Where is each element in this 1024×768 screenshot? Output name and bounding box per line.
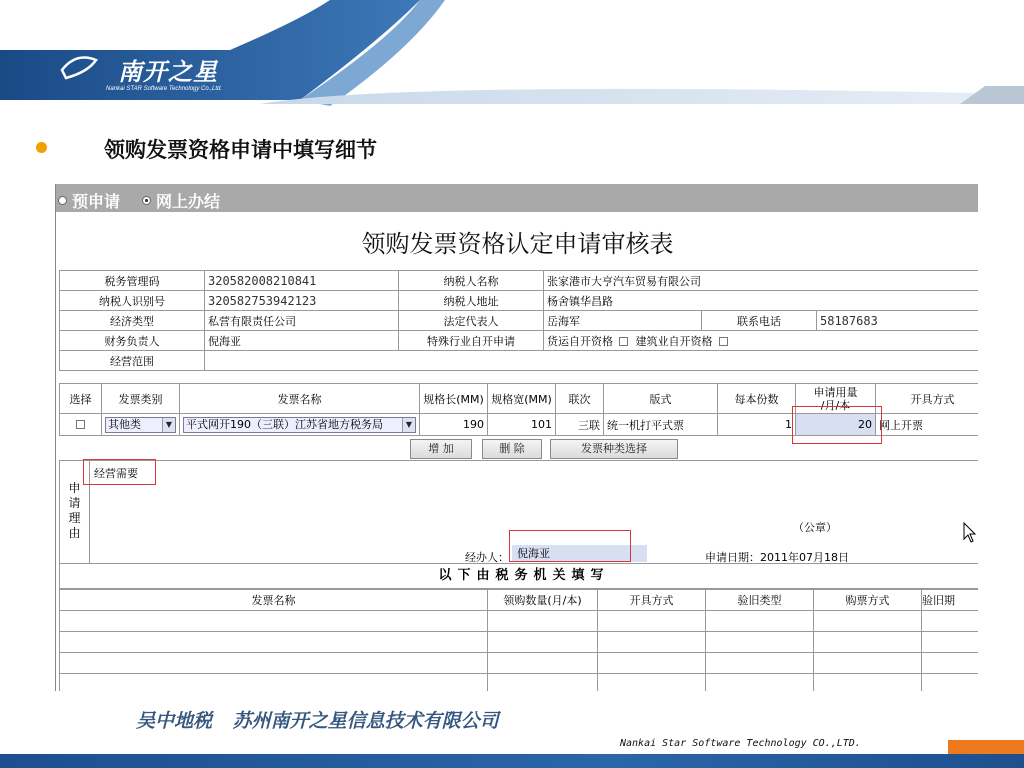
radio-icon	[58, 196, 67, 205]
taxpayer-addr-field[interactable]: 杨舍镇华昌路	[544, 291, 979, 311]
taxpayer-name-field[interactable]: 张家港市大亨汽车贸易有限公司	[544, 271, 979, 291]
construction-checkbox[interactable]	[719, 337, 728, 346]
footer-bar	[0, 754, 1024, 768]
apply-date: 申请日期：2011年07月18日	[705, 551, 849, 564]
finance-head-field[interactable]: 倪海亚	[205, 331, 399, 351]
copies-cell: 三联	[556, 414, 604, 436]
mode-bar	[56, 184, 978, 212]
finance-head-label: 财务负责人	[60, 331, 205, 351]
usage-highlight-box	[792, 406, 882, 444]
radio-pre-apply[interactable]: 预申请	[58, 189, 120, 212]
table-row	[60, 653, 979, 674]
choose-invoice-type-button[interactable]: 发票种类选择	[550, 439, 678, 459]
econ-type-label: 经济类型	[60, 311, 205, 331]
taxpayer-name-label: 纳税人名称	[399, 271, 544, 291]
col-header: 每本份数	[718, 384, 796, 414]
tax-table-header	[60, 590, 979, 611]
col-header: 开具方式	[876, 384, 979, 414]
length-field[interactable]: 190	[420, 414, 488, 436]
radio-online-process[interactable]: 网上办结	[142, 189, 220, 212]
freight-label: 货运自开资格	[547, 334, 613, 348]
legal-rep-field[interactable]: 岳海军	[544, 311, 702, 331]
col-header: 领购数量(月/本)	[488, 590, 598, 611]
handler-field[interactable]: 倪海亚	[512, 545, 647, 562]
col-header: 验旧类型	[706, 590, 814, 611]
taxpayer-id-label: 纳税人识别号	[60, 291, 205, 311]
footer-company-cn: 吴中地税 苏州南开之星信息技术有限公司	[136, 710, 499, 732]
biz-scope-label: 经营范围	[60, 351, 205, 371]
row-checkbox[interactable]	[76, 420, 85, 429]
tax-office-header: 以下由税务机关填写	[59, 564, 978, 589]
col-header: 发票名称	[180, 384, 420, 414]
col-header: 版式	[604, 384, 718, 414]
bullet-point	[36, 142, 47, 153]
special-industry-label: 特殊行业自开申请	[399, 331, 544, 351]
col-header: 规格宽(MM)	[488, 384, 556, 414]
phone-label: 联系电话	[702, 311, 817, 331]
header-banner	[0, 0, 1024, 110]
col-header: 规格长(MM)	[420, 384, 488, 414]
chevron-down-icon: ▼	[162, 418, 175, 432]
freight-checkbox[interactable]	[619, 337, 628, 346]
seal-label: （公章）	[793, 521, 837, 534]
table-row	[60, 632, 979, 653]
col-header: 发票类别	[102, 384, 180, 414]
form-screenshot	[55, 184, 978, 691]
econ-type-field[interactable]: 私营有限责任公司	[205, 311, 399, 331]
company-logo: 南开之星 Nankai STAR Software Technology Co.,Ltd.	[106, 57, 223, 92]
usage-field[interactable]: 20	[796, 414, 876, 436]
add-button[interactable]: 增 加	[410, 439, 472, 459]
tax-mgmt-code-label: 税务管理码	[60, 271, 205, 291]
col-header: 购票方式	[814, 590, 922, 611]
tax-mgmt-code-field[interactable]: 320582008210841	[205, 271, 399, 291]
handler-label: 经办人：	[465, 551, 509, 564]
taxpayer-info-table	[59, 270, 978, 371]
col-header: 发票名称	[60, 590, 488, 611]
row-select	[60, 414, 102, 436]
apply-reason-label: 申请理由	[60, 461, 90, 563]
width-field[interactable]: 101	[488, 414, 556, 436]
method-cell: 网上开票	[876, 414, 979, 436]
footer-company-en: Nankai Star Software Technology CO.,LTD.	[620, 738, 861, 749]
category-select[interactable]: 其他类 ▼	[105, 417, 176, 433]
per-book-field[interactable]: 1	[718, 414, 796, 436]
handler-highlight-box	[509, 530, 631, 562]
slide-heading: 领购发票资格申请中填写细节	[104, 137, 377, 162]
radio-selected-icon	[142, 196, 151, 205]
apply-reason-text[interactable]: 经营需要	[94, 467, 138, 480]
tax-office-table	[59, 589, 978, 691]
form-title: 领购发票资格认定申请审核表	[361, 230, 674, 258]
mouse-cursor-icon	[963, 522, 977, 544]
taxpayer-id-field[interactable]: 320582753942123	[205, 291, 399, 311]
name-cell	[180, 414, 420, 436]
delete-button[interactable]: 删 除	[482, 439, 542, 459]
col-header: 选择	[60, 384, 102, 414]
table-row	[60, 674, 979, 692]
col-header: 开具方式	[598, 590, 706, 611]
construction-label: 建筑业自开资格	[635, 334, 713, 348]
col-header: 申请用量 /月/本	[796, 384, 876, 414]
table-row	[60, 611, 979, 632]
col-header: 验旧期	[922, 590, 979, 611]
biz-scope-field[interactable]	[205, 351, 979, 371]
chevron-down-icon: ▼	[402, 418, 415, 432]
reason-highlight-box	[83, 459, 156, 485]
format-cell: 统一机打平式票	[604, 414, 718, 436]
taxpayer-addr-label: 纳税人地址	[399, 291, 544, 311]
category-cell	[102, 414, 180, 436]
special-industry-options	[544, 331, 979, 351]
footer-accent	[948, 740, 1024, 754]
invoice-name-select[interactable]: 平式网开190（三联）江苏省地方税务局 ▼	[183, 417, 416, 433]
col-header: 联次	[556, 384, 604, 414]
phone-field[interactable]: 58187683	[817, 311, 979, 331]
legal-rep-label: 法定代表人	[399, 311, 544, 331]
